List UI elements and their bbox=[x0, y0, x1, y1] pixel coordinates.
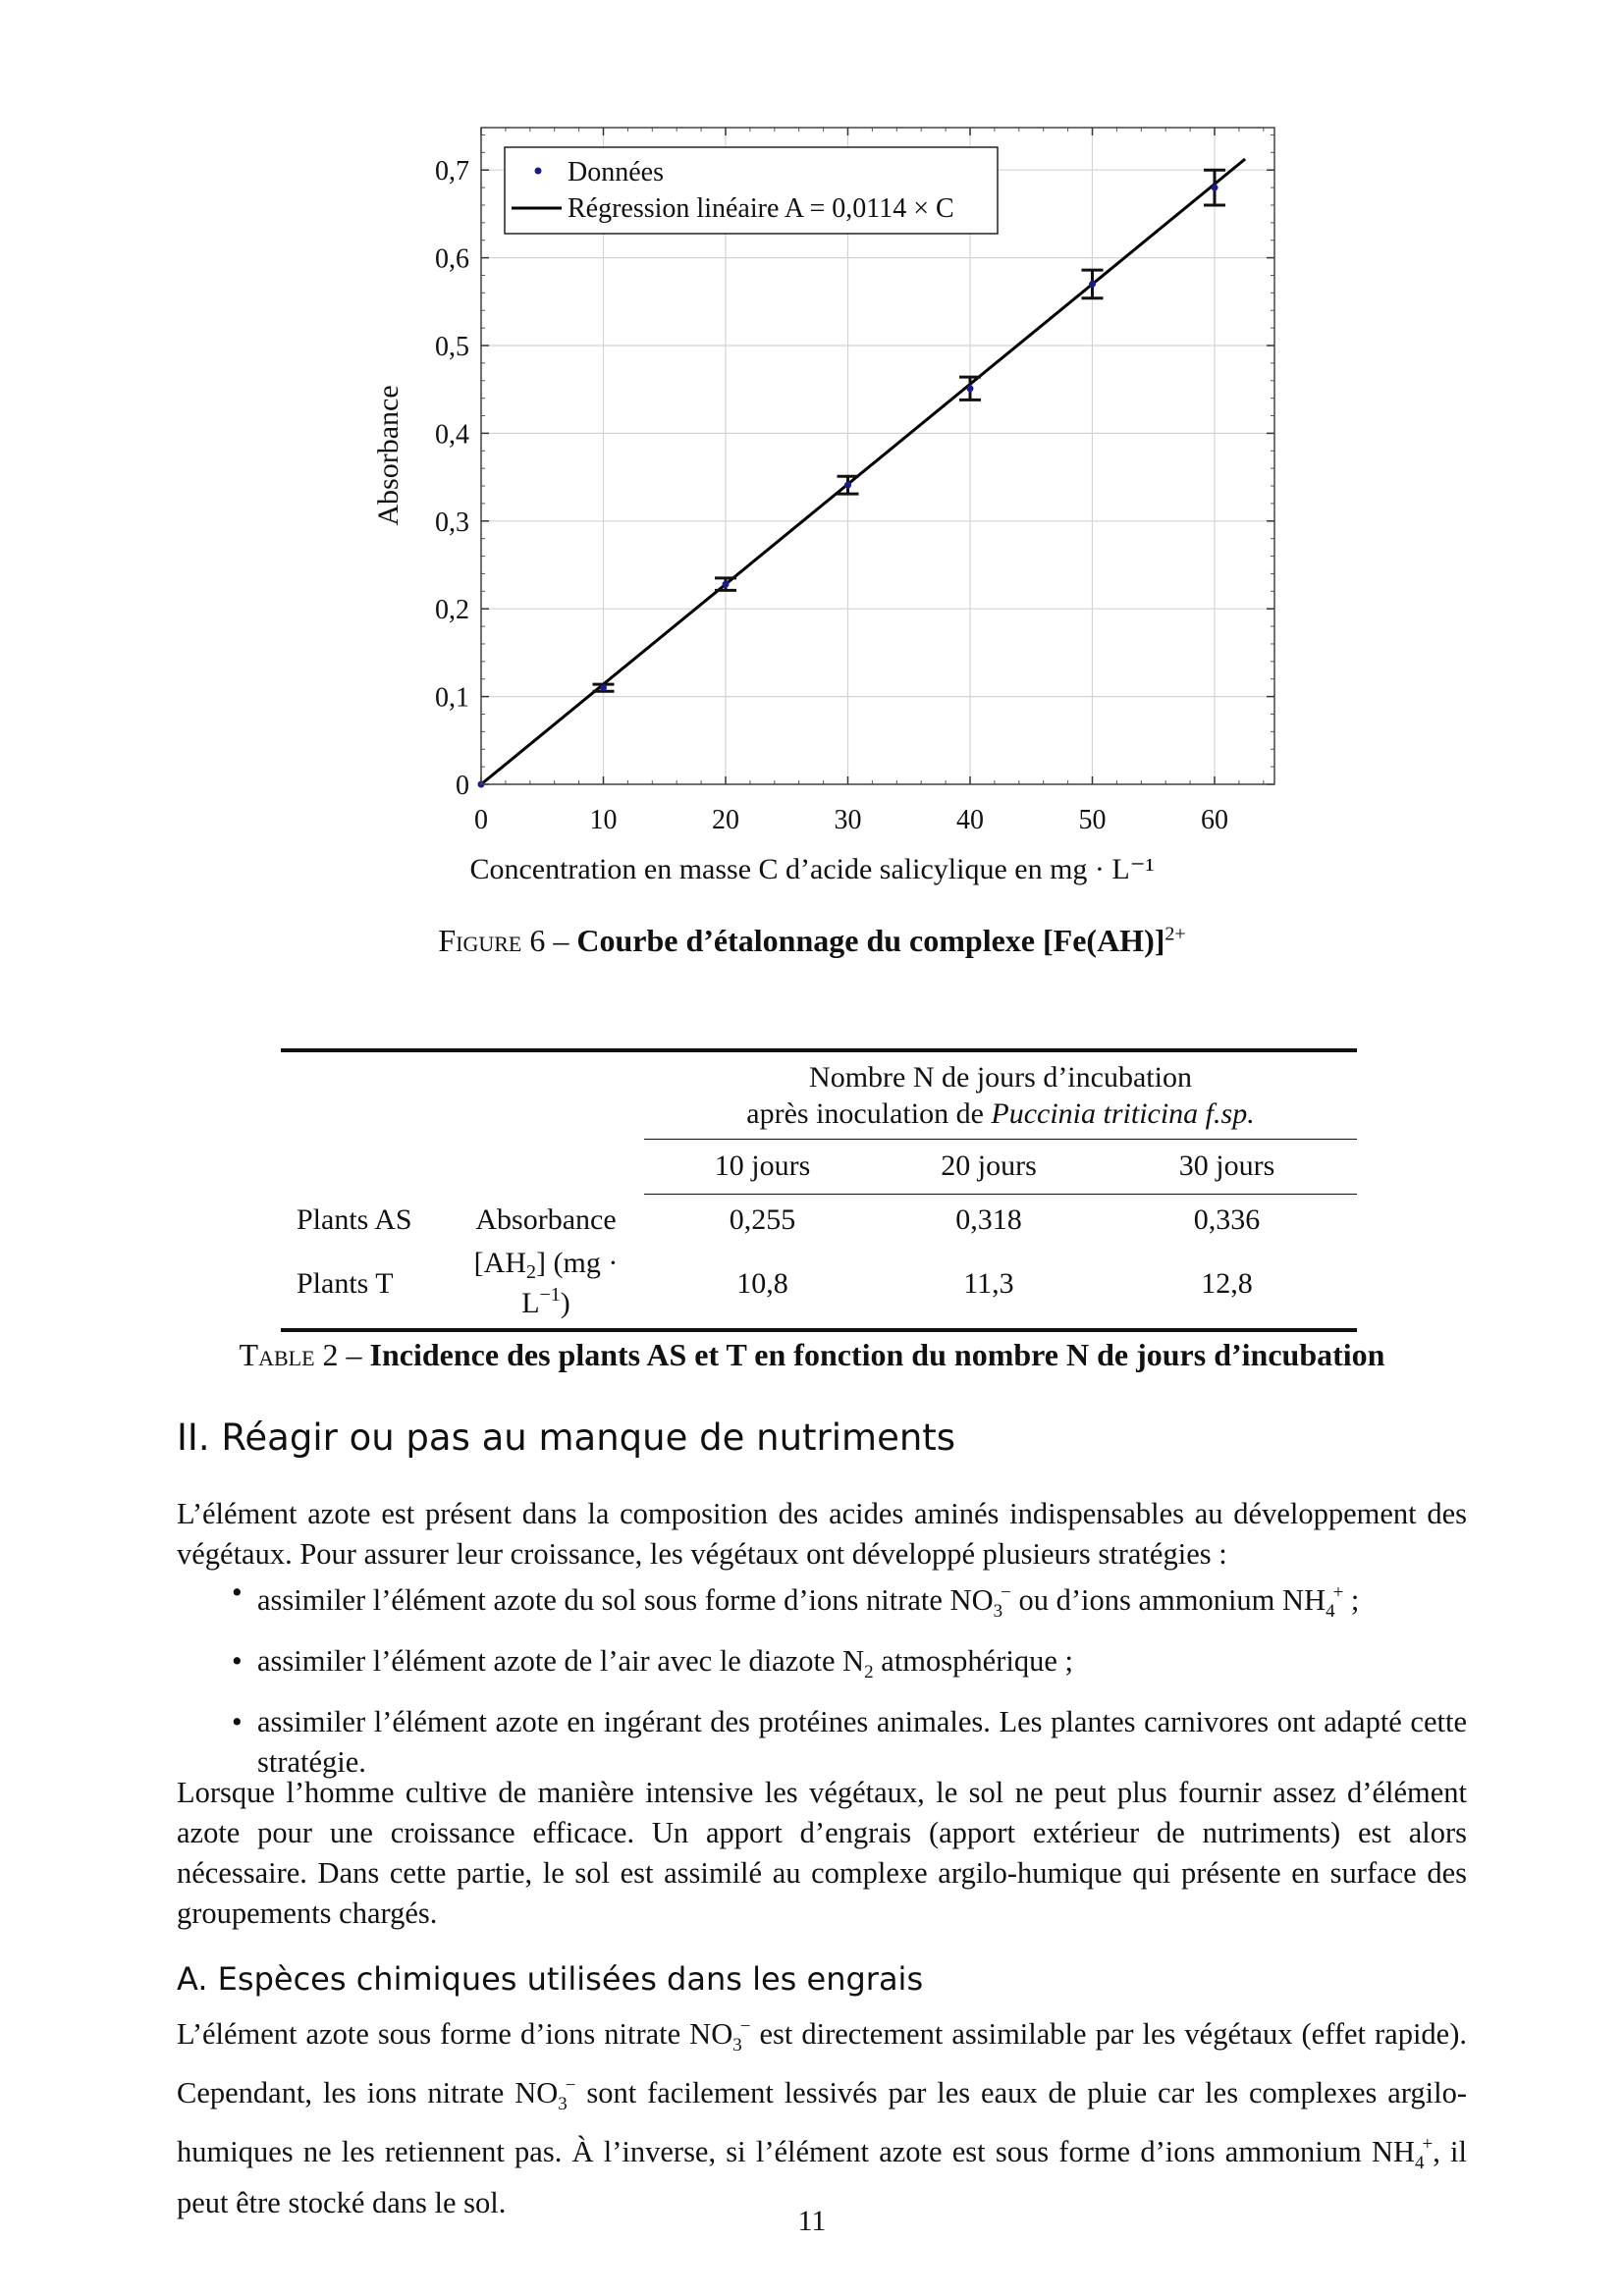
table-cell: 0,336 bbox=[1193, 1203, 1261, 1237]
table-caption-lead: Table 2 – bbox=[239, 1337, 370, 1372]
table-cell: 0,318 bbox=[955, 1203, 1022, 1237]
point-marker bbox=[844, 482, 851, 489]
table-cell: 0,255 bbox=[729, 1203, 796, 1237]
table-group-header-prefix: après inoculation de bbox=[746, 1096, 992, 1130]
subsection-title: A. Espèces chimiques utilisées dans les engrais bbox=[177, 1960, 924, 1998]
y-tick-label: 0,7 bbox=[435, 156, 469, 187]
section-title: II. Réagir ou pas au manque de nutriments bbox=[177, 1416, 956, 1459]
point-marker bbox=[967, 385, 974, 392]
table-row-measure: Absorbance bbox=[475, 1203, 617, 1236]
table-group-header-line1: Nombre N de jours d’incubation bbox=[809, 1061, 1192, 1094]
table-cell: 10,8 bbox=[736, 1266, 788, 1300]
x-tick-label: 60 bbox=[1201, 805, 1228, 835]
table-group-header-line2 bbox=[644, 1095, 1357, 1139]
subsection-paragraph: L’élément azote sous forme d’ions nitrate $NO_3^-$ est directement assimilable par les végétaux (effet rapide). Cependant, les ions nitrate $NO_3^-$ sont facilement lessivés par les eaux de pluie car les complexes argilo-humiques ne les retiennent pas. À l’inverse, si l’élément azote est sous forme d’ions ammonium $NH_4^+$, il peut être stocké dans le sol. bbox=[177, 2016, 1468, 2219]
measure-part: ) bbox=[560, 1287, 570, 1319]
y-tick-label: 0,1 bbox=[435, 682, 469, 714]
incubation-table bbox=[281, 1048, 1357, 1332]
page-number: 11 bbox=[797, 2205, 827, 2237]
section-paragraph-2: Lorsque l’homme cultive de manière intensive les végétaux, le sol ne peut plus fournir assez d’élément azote pour une croissance efficace. Un apport d’engrais (apport extérieur de nutriments) est alors nécessaire. Dans cette partie, le sol est assimilé au complexe argilo-humique qui présente en surface des groupements chargés. bbox=[177, 1776, 1467, 1930]
data-point bbox=[593, 684, 615, 691]
chart-legend bbox=[505, 147, 998, 234]
y-tick-label: 0,5 bbox=[435, 332, 469, 362]
point-marker bbox=[600, 684, 607, 691]
table-col-header: 30 jours bbox=[1097, 1139, 1357, 1194]
x-tick-label: 0 bbox=[474, 805, 488, 835]
data-point bbox=[1082, 270, 1104, 298]
x-tick-label: 40 bbox=[956, 805, 984, 835]
table-row bbox=[281, 1194, 1357, 1247]
point-marker bbox=[723, 581, 730, 588]
figure-caption bbox=[0, 923, 1624, 959]
measure-sub: 2 bbox=[526, 1261, 536, 1283]
section-intro: L’élément azote est présent dans la composition des acides aminés indispensables au développement des végétaux. Pour assurer leur croissance, les végétaux ont développé plusieurs stratégies : bbox=[177, 1497, 1467, 1571]
strategy-list bbox=[177, 1573, 1467, 1792]
bullet-text: assimiler l’élément azote du sol sous forme d’ions nitrate $NO_3^-$ ou d’ions ammonium $NH_4^+$ ; bbox=[257, 1582, 1360, 1622]
table-group-header-species: Puccinia triticina f.sp. bbox=[991, 1096, 1255, 1130]
list-item bbox=[177, 1573, 1467, 1631]
list-item bbox=[177, 1641, 1467, 1692]
point-marker bbox=[1212, 185, 1218, 191]
bullet-text: assimiler l’élément azote en ingérant des protéines animales. Les plantes carnivores ont adapté cette stratégie. bbox=[257, 1705, 1467, 1779]
x-tick-label: 30 bbox=[834, 805, 862, 835]
y-axis-label: Absorbance bbox=[372, 385, 405, 526]
x-axis-label: Concentration en masse C d’acide salicylique en mg · L⁻¹ bbox=[469, 853, 1155, 885]
table-col-header: 10 jours bbox=[644, 1139, 881, 1194]
bullet-text: assimiler l’élément azote de l’air avec le diazote $N_2$ atmosphérique ; bbox=[257, 1644, 1073, 1682]
figure-caption-lead: Figure 6 – bbox=[438, 923, 577, 958]
table-row-measure bbox=[448, 1247, 644, 1328]
point-marker bbox=[1089, 281, 1096, 288]
x-tick-label: 50 bbox=[1078, 805, 1107, 835]
table-col-header: 20 jours bbox=[881, 1139, 1097, 1194]
calibration-chart bbox=[0, 0, 1624, 945]
list-item bbox=[177, 1702, 1467, 1783]
table-caption-text: Incidence des plants AS et T en fonction du nombre N de jours d’incubation bbox=[369, 1337, 1385, 1372]
y-tick-label: 0,3 bbox=[435, 507, 469, 538]
measure-part: [AH bbox=[473, 1247, 526, 1279]
measure-sup: −1 bbox=[539, 1284, 561, 1306]
y-tick-label: 0,4 bbox=[435, 419, 469, 451]
measure-part: ] (mg · L bbox=[521, 1247, 619, 1319]
table-row bbox=[281, 1247, 1357, 1328]
y-tick-label: 0 bbox=[456, 771, 469, 801]
table-cell: 11,3 bbox=[963, 1266, 1014, 1300]
data-point bbox=[1204, 170, 1225, 205]
table-row-label: Plants T bbox=[297, 1266, 394, 1300]
y-tick-label: 0,2 bbox=[435, 595, 469, 626]
table-row-label: Plants AS bbox=[297, 1203, 412, 1236]
legend-label-regression: Régression linéaire A = 0,0114 × C bbox=[568, 193, 954, 224]
x-tick-label: 20 bbox=[712, 805, 739, 835]
table-cell: 12,8 bbox=[1201, 1266, 1253, 1300]
legend-label-data: Données bbox=[568, 157, 664, 187]
y-tick-label: 0,6 bbox=[435, 243, 469, 275]
figure-caption-text: Courbe d’étalonnage du complexe [Fe(AH)] bbox=[576, 923, 1165, 958]
legend-marker-points bbox=[535, 168, 542, 175]
table-caption bbox=[0, 1337, 1624, 1373]
x-tick-label: 10 bbox=[589, 805, 618, 835]
figure-caption-charge: 2+ bbox=[1164, 923, 1186, 945]
